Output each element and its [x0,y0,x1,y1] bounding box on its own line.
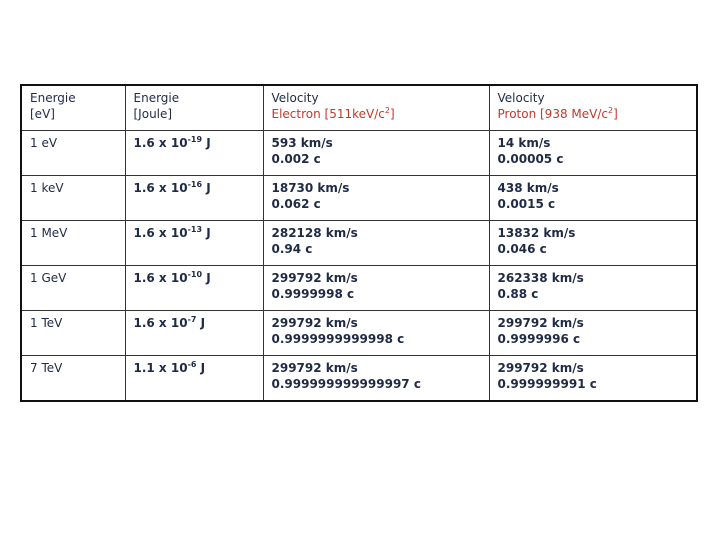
electron-speed: 299792 km/s [271,316,358,330]
joule-base: 1.6 x 10 [133,181,188,195]
proton-speed: 13832 km/s [497,226,576,240]
table-row [21,131,697,176]
joule-unit: J [202,136,211,150]
proton-velocity-cell [489,311,697,356]
joule-unit: J [202,271,211,285]
electron-speed: 299792 km/s [271,361,358,375]
header-velocity-electron [263,85,489,131]
energy-joule-cell [125,311,263,356]
header-proton-post: ] [613,107,618,121]
table-row [21,266,697,311]
header-electron-sup: 2 [384,106,390,115]
header-energy-joule-line2: [Joule] [133,107,173,121]
joule-unit: J [202,181,211,195]
proton-speed: 262338 km/s [497,271,584,285]
header-energy-joule-line1: Energie [133,91,180,105]
joule-unit: J [196,361,206,375]
proton-velocity-cell [489,131,697,176]
energy-velocity-table [20,84,698,402]
energy-ev-cell: 1 eV [21,131,125,176]
joule-unit: J [196,316,206,330]
table-row [21,176,697,221]
joule-exponent: -10 [187,270,203,279]
joule-base: 1.6 x 10 [133,316,188,330]
joule-exponent: -16 [187,180,203,189]
energy-ev-cell: 1 keV [21,176,125,221]
proton-speed: 299792 km/s [497,361,584,375]
joule-exponent: -13 [187,225,203,234]
proton-fraction-c: 0.88 c [497,287,539,301]
electron-velocity-cell [263,131,489,176]
electron-velocity-cell [263,176,489,221]
header-electron-label [272,106,481,122]
joule-base: 1.1 x 10 [133,361,188,375]
table-header-row [21,85,697,131]
electron-fraction-c: 0.002 c [271,152,321,166]
joule-exponent: -19 [187,135,203,144]
electron-fraction-c: 0.999999999999997 c [271,377,421,391]
proton-fraction-c: 0.9999996 c [497,332,581,346]
joule-unit: J [202,226,211,240]
energy-ev-cell: 1 TeV [21,311,125,356]
electron-fraction-c: 0.062 c [271,197,321,211]
electron-velocity-cell [263,356,489,402]
electron-speed: 282128 km/s [271,226,358,240]
proton-fraction-c: 0.00005 c [497,152,564,166]
energy-joule-cell [125,176,263,221]
proton-velocity-cell [489,356,697,402]
energy-ev-cell: 1 GeV [21,266,125,311]
proton-speed: 438 km/s [497,181,559,195]
header-proton-pre: Proton [938 MeV/c [497,107,608,121]
electron-velocity-cell [263,311,489,356]
header-energy-ev [21,85,125,131]
proton-fraction-c: 0.999999991 c [497,377,597,391]
energy-ev-cell: 1 MeV [21,221,125,266]
proton-fraction-c: 0.0015 c [497,197,556,211]
table-row [21,356,697,402]
electron-fraction-c: 0.94 c [271,242,313,256]
proton-velocity-cell [489,221,697,266]
proton-speed: 299792 km/s [497,316,584,330]
electron-fraction-c: 0.9999999999998 c [271,332,405,346]
proton-velocity-cell [489,266,697,311]
joule-base: 1.6 x 10 [133,226,188,240]
header-proton-sup: 2 [608,106,614,115]
header-energy-joule [125,85,263,131]
energy-joule-cell [125,131,263,176]
electron-speed: 18730 km/s [271,181,350,195]
joule-exponent: -7 [187,315,197,324]
header-electron-pre: Electron [511keV/c [271,107,385,121]
energy-ev-cell: 7 TeV [21,356,125,402]
header-velocity-proton [489,85,697,131]
header-velocity-electron-line1: Velocity [271,91,319,105]
energy-joule-cell [125,266,263,311]
header-energy-ev-line1: Energie [30,91,76,105]
energy-joule-cell [125,356,263,402]
joule-base: 1.6 x 10 [133,136,188,150]
electron-speed: 593 km/s [271,136,333,150]
proton-velocity-cell [489,176,697,221]
header-proton-label [498,106,689,122]
electron-speed: 299792 km/s [271,271,358,285]
joule-base: 1.6 x 10 [133,271,188,285]
header-velocity-proton-line1: Velocity [497,91,545,105]
joule-exponent: -6 [187,360,197,369]
table-row [21,221,697,266]
proton-fraction-c: 0.046 c [497,242,547,256]
header-electron-post: ] [389,107,395,121]
table-row [21,311,697,356]
electron-velocity-cell [263,221,489,266]
header-energy-ev-line2: [eV] [30,107,55,121]
electron-fraction-c: 0.9999998 c [271,287,355,301]
proton-speed: 14 km/s [497,136,551,150]
energy-joule-cell [125,221,263,266]
electron-velocity-cell [263,266,489,311]
